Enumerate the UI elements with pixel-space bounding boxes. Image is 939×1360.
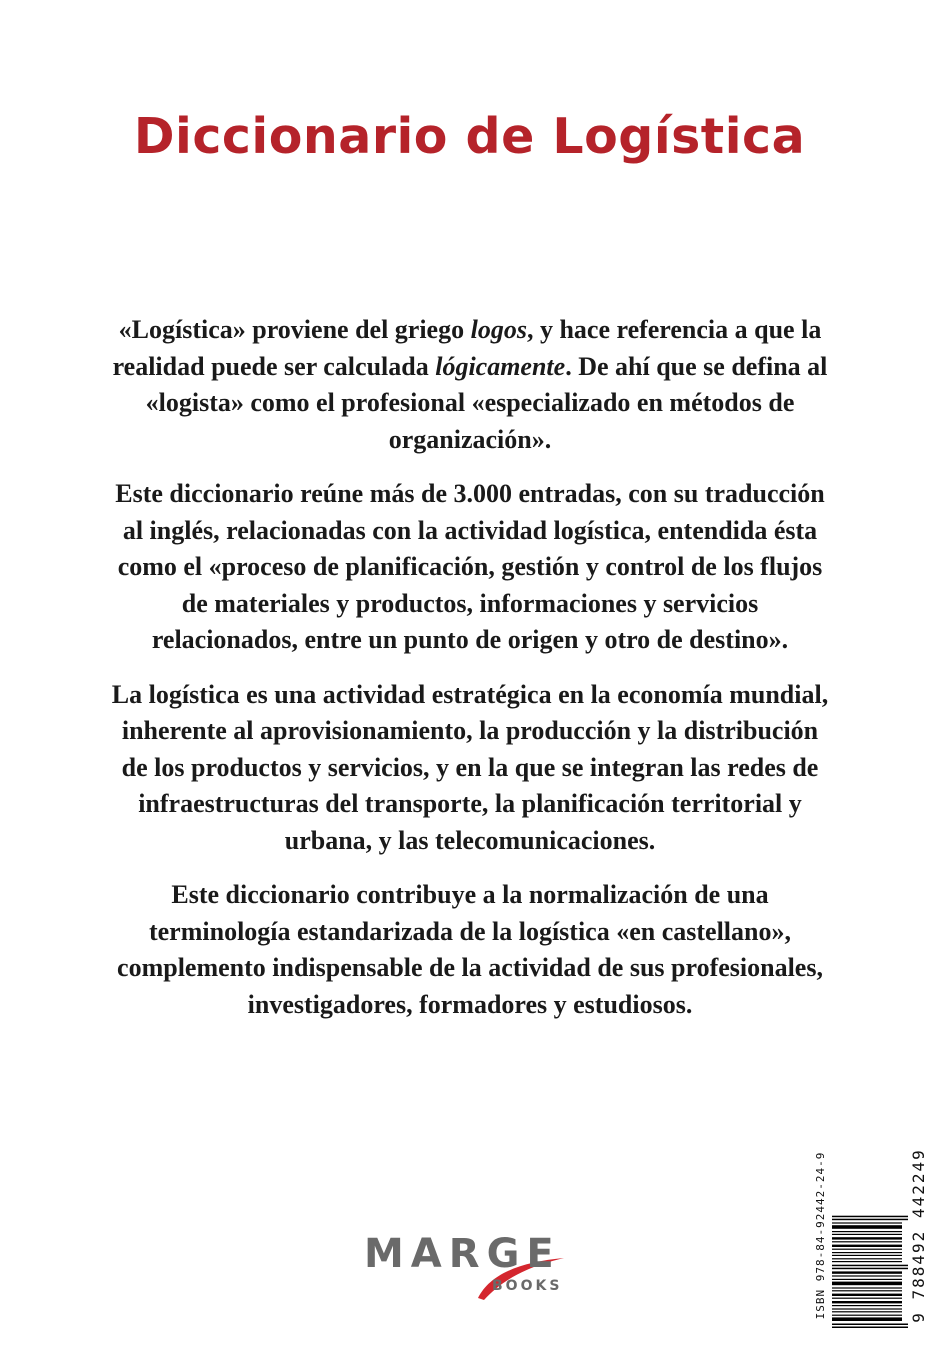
barcode-bar — [832, 1324, 908, 1326]
text-segment: La logística es una actividad estratégica en la economía mundial, inherente al aprovisionamiento, la producción y la distribución de los productos y servicios, y en la que se integran las redes de infraestructuras del transporte, la planificación territorial y urbana, y las telecomunicaciones. — [111, 679, 829, 855]
barcode-bar — [832, 1219, 908, 1221]
barcode-bar — [832, 1249, 902, 1250]
barcode-bar — [832, 1305, 902, 1306]
barcode-bar — [832, 1311, 902, 1312]
text-segment: «Logística» proviene del griego — [118, 315, 471, 344]
barcode-bar — [832, 1222, 902, 1223]
barcode-bar — [832, 1265, 908, 1267]
isbn-barcode — [812, 1138, 934, 1333]
barcode-bar — [832, 1287, 902, 1288]
barcode-bar — [832, 1271, 902, 1273]
barcode-bar — [832, 1225, 902, 1229]
barcode-bar — [832, 1237, 902, 1239]
barcode-digits: 9 788492 442249 — [909, 1148, 928, 1323]
text-segment: . De ahí que se defina al «logista» como el profesional «especializado en métodos de organización». — [145, 351, 828, 454]
barcode-bar — [832, 1252, 902, 1253]
logo-subtext: BOOKS — [492, 1278, 563, 1294]
barcode-bar — [832, 1258, 902, 1259]
barcode-bar — [832, 1301, 902, 1303]
back-cover-blurb — [110, 312, 830, 1041]
barcode-bar — [832, 1245, 902, 1247]
barcode-bar — [832, 1327, 908, 1329]
barcode-bar — [832, 1317, 902, 1321]
logo-wordmark: MARGE — [364, 1231, 561, 1277]
barcode-bar — [832, 1261, 902, 1262]
text-segment: Este diccionario contribuye a la normalización de una terminología estandarizada de la logística «en castellano», complemento indispensable de la actividad de sus profesionales, investigadores, formadores y estudiosos. — [117, 880, 823, 1019]
text-segment-italic: lógicamente — [435, 351, 566, 381]
barcode-bar — [832, 1298, 902, 1299]
publisher-logo — [364, 1232, 579, 1304]
barcode-bar — [832, 1216, 908, 1218]
barcode-bar — [832, 1279, 902, 1280]
barcode-bar — [832, 1255, 902, 1256]
barcode-bars — [832, 1143, 908, 1328]
barcode-bar — [832, 1282, 902, 1286]
barcode-bar — [832, 1290, 902, 1291]
barcode-bar — [832, 1234, 902, 1235]
isbn-label: ISBN 978-84-92442-24-9 — [814, 1151, 827, 1320]
text-segment-italic: logos — [470, 315, 527, 344]
barcode-bar — [832, 1241, 902, 1242]
blurb-paragraph — [110, 677, 830, 860]
blurb-paragraph — [110, 312, 830, 458]
barcode-bar — [832, 1308, 902, 1309]
barcode-bar — [832, 1231, 902, 1232]
text-segment: , y hace referencia a que la realidad puede ser calculada — [112, 315, 822, 381]
barcode-bar — [832, 1268, 908, 1270]
barcode-bar — [832, 1275, 902, 1276]
blurb-paragraph — [110, 476, 830, 659]
text-segment: Este diccionario reúne más de 3.000 entradas, con su traducción al inglés, relacionadas con la actividad logística, entendida ésta como el «proceso de planificación, gestión y control de los flujos de materiales y productos, informaciones y servicios relacionados, entre un punto de origen y otro de destino». — [115, 479, 825, 654]
blurb-paragraph — [110, 877, 830, 1023]
barcode-bar — [832, 1294, 902, 1296]
book-title: Diccionario de Logística — [133, 108, 806, 165]
barcode-bar — [832, 1315, 902, 1316]
